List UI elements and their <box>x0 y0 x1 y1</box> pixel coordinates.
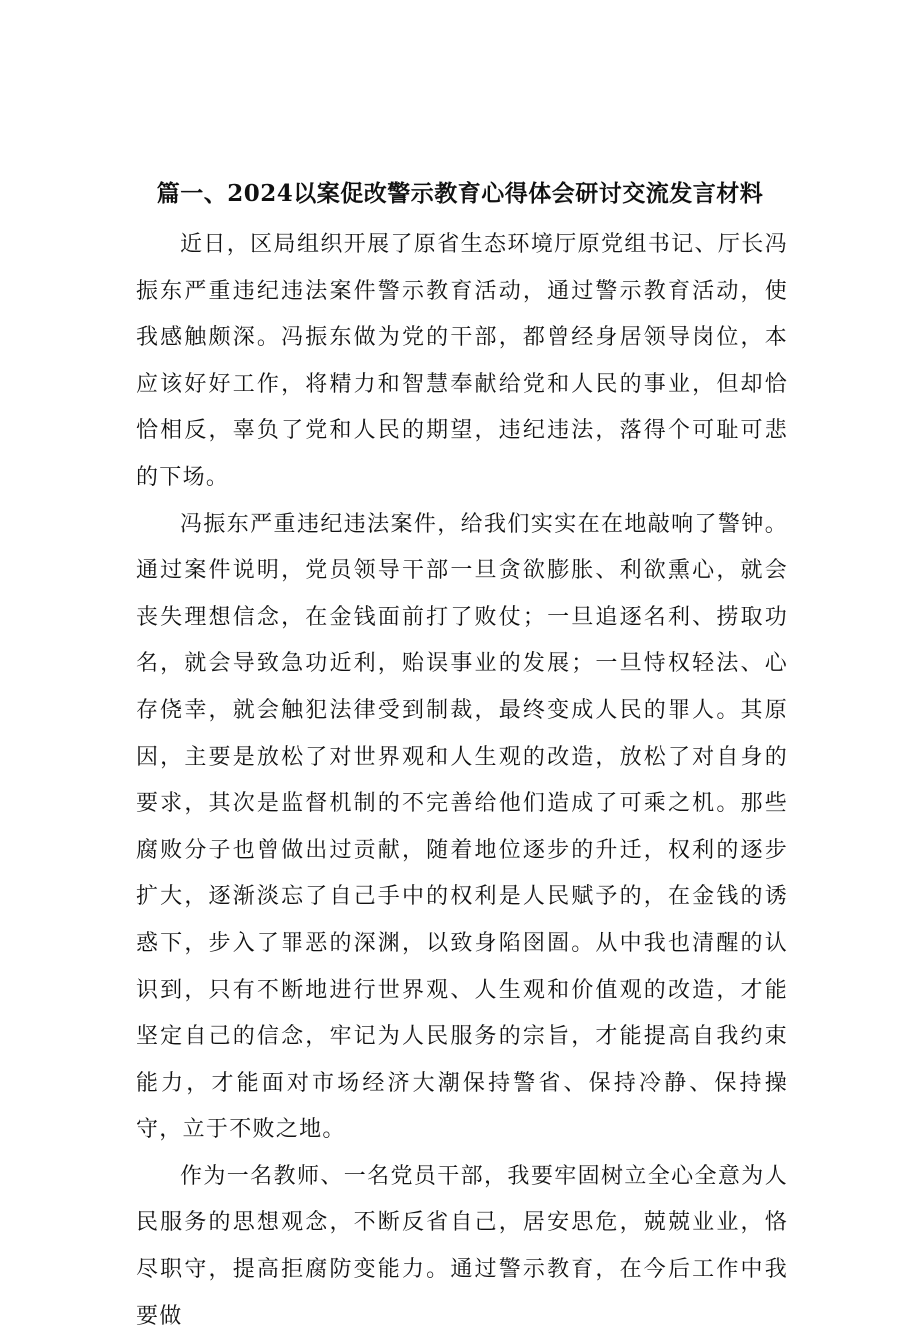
document-body <box>136 222 788 1340</box>
paragraph-3: 作为一名教师、一名党员干部，我要牢固树立全心全意为人民服务的思想观念，不断反省自己，居安思危，兢兢业业，恪尽职守，提高拒腐防变能力。通过警示教育，在今后工作中我要做 <box>136 1163 788 1329</box>
paragraph-1: 近日，区局组织开展了原省生态环境厅原党组书记、厅长冯振东严重违纪违法案件警示教育活动，通过警示教育活动，使我感触颇深。冯振东做为党的干部，都曾经身居领导岗位，本应该好好工作，将精力和智慧奉献给党和人民的事业，但却恰恰相反，辜负了党和人民的期望，违纪违法，落得个可耻可悲的下场。 <box>136 232 788 490</box>
document-title: 篇一、2024以案促改警示教育心得体会研讨交流发言材料 <box>156 180 764 208</box>
paragraph-2: 冯振东严重违纪违法案件，给我们实实在在地敲响了警钟。通过案件说明，党员领导干部一旦贪欲膨胀、利欲熏心，就会丧失理想信念，在金钱面前打了败仗；一旦追逐名利、捞取功名，就会导致急功近利，贻误事业的发展；一旦恃权轻法、心存侥幸，就会触犯法律受到制裁，最终变成人民的罪人。其原因，主要是放松了对世界观和人生观的改造，放松了对自身的要求，其次是监督机制的不完善给他们造成了可乘之机。那些腐败分子也曾做出过贡献，随着地位逐步的升迁，权利的逐步扩大，逐渐淡忘了自己手中的权利是人民赋予的，在金钱的诱惑下，步入了罪恶的深渊，以致身陷囹圄。从中我也清醒的认识到，只有不断地进行世界观、人生观和价值观的改造，才能坚定自己的信念，牢记为人民服务的宗旨，才能提高自我约束能力，才能面对市场经济大潮保持警省、保持冷静、保持操守，立于不败之地。 <box>136 511 788 1143</box>
